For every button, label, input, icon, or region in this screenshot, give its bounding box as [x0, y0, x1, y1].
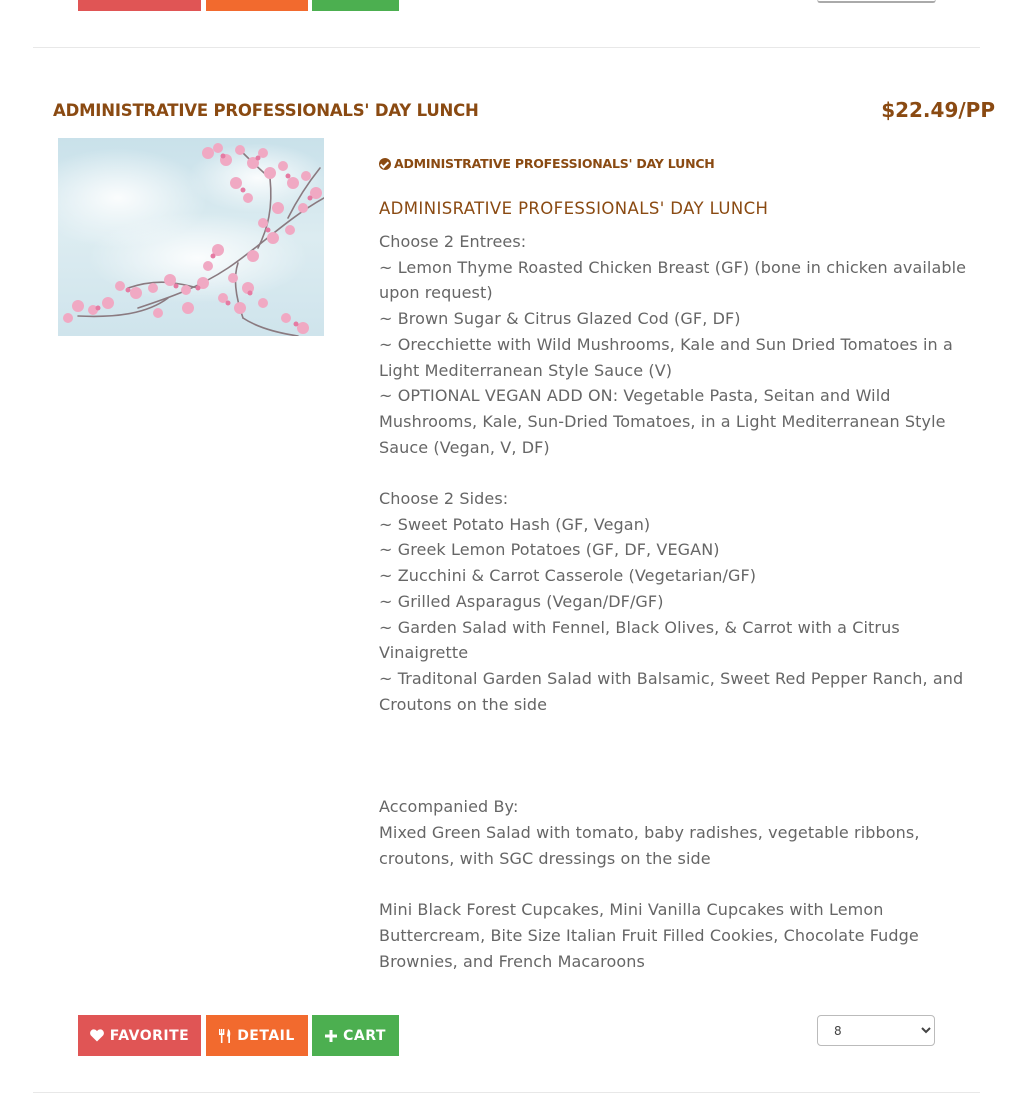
- favorite-button[interactable]: [78, 1015, 201, 1056]
- add-to-cart-button[interactable]: [312, 1015, 399, 1056]
- menu-line: Mixed Green Salad with tomato, baby radishes, vegetable ribbons, croutons, with SGC dressings on the side: [379, 823, 920, 868]
- menu-line: ~ Sweet Potato Hash (GF, Vegan): [379, 514, 651, 534]
- menu-line: ~ Brown Sugar & Citrus Glazed Cod (GF, DF): [379, 309, 741, 329]
- favorite-label: FAVORITE: [109, 1027, 190, 1044]
- item-image[interactable]: [58, 138, 324, 336]
- detail-label: DETAIL: [237, 1027, 295, 1044]
- menu-line: ~ Grilled Asparagus (Vegan/DF/GF): [379, 591, 664, 611]
- menu-line: ~ Garden Salad with Fennel, Black Olives, & Carrot with a Citrus Vinaigrette: [379, 617, 900, 663]
- menu-line: Choose 2 Sides:: [379, 489, 509, 509]
- item-subtitle: ADMINISRATIVE PROFESSIONALS' DAY LUNCH: [379, 199, 769, 218]
- item-description: [379, 156, 974, 974]
- menu-line: ~ OPTIONAL VEGAN ADD ON: Vegetable Pasta, Seitan and Wild Mushrooms, Kale, Sun-Dried Tomatoes, in a Light Mediterranean Style Sauce (Vegan, V, DF): [379, 386, 946, 457]
- heart-icon: [90, 1029, 104, 1042]
- item-price: $22.49/PP: [881, 98, 995, 122]
- previous-cart-button[interactable]: [312, 0, 399, 11]
- included-heading: [379, 156, 974, 171]
- menu-line: [379, 717, 974, 743]
- menu-line: [379, 460, 974, 486]
- previous-favorite-button[interactable]: [78, 0, 201, 11]
- item-divider: [33, 1092, 980, 1093]
- detail-button[interactable]: [206, 1015, 308, 1056]
- menu-line: Choose 2 Entrees:: [379, 232, 527, 251]
- item-title: ADMINISTRATIVE PROFESSIONALS' DAY LUNCH: [53, 101, 479, 120]
- item-actions: [78, 1015, 408, 1056]
- quantity-select[interactable]: [817, 1015, 935, 1046]
- item-divider: [33, 47, 980, 48]
- menu-line: ~ Orecchiette with Wild Mushrooms, Kale and Sun Dried Tomatoes in a Light Mediterranean Style Sauce (V): [379, 334, 953, 380]
- previous-quantity-select[interactable]: [817, 0, 936, 3]
- menu-line: [379, 769, 974, 795]
- previous-item-buttons: [78, 0, 398, 11]
- menu-line: Accompanied By:: [379, 797, 519, 817]
- menu-line: ~ Lemon Thyme Roasted Chicken Breast (GF) (bone in chicken available upon request): [379, 257, 967, 303]
- menu-line: [379, 872, 974, 898]
- menu-line: [379, 743, 974, 769]
- menu-details: [379, 229, 974, 974]
- utensils-icon: [219, 1029, 231, 1043]
- plus-icon: [325, 1030, 337, 1042]
- check-circle-icon: [379, 158, 391, 170]
- menu-line: ~ Traditonal Garden Salad with Balsamic, Sweet Red Pepper Ranch, and Croutons on the side: [379, 668, 964, 714]
- previous-detail-button[interactable]: [206, 0, 308, 11]
- included-heading-text: ADMINISTRATIVE PROFESSIONALS' DAY LUNCH: [394, 156, 715, 171]
- menu-line: ~ Zucchini & Carrot Casserole (Vegetarian/GF): [379, 566, 757, 586]
- menu-line: Mini Black Forest Cupcakes, Mini Vanilla Cupcakes with Lemon Buttercream, Bite Size Italian Fruit Filled Cookies, Chocolate Fudge Brownies, and French Macaroons: [379, 900, 919, 971]
- cart-label: CART: [343, 1027, 386, 1044]
- menu-line: ~ Greek Lemon Potatoes (GF, DF, VEGAN): [379, 540, 720, 560]
